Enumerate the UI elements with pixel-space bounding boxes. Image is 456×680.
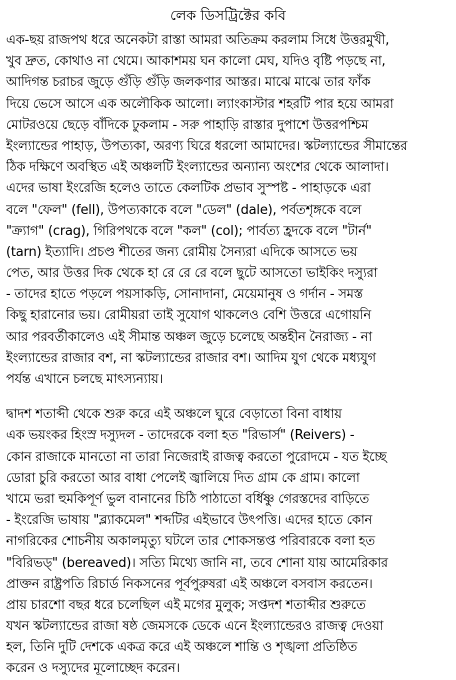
paragraph [6,30,450,390]
text-line: কোন রাজাকে মানতো না তারা নিজেরাই রাজত্ব করতো পুরোদমে - যত ইচ্ছে [6,449,387,465]
text-line: প্রাক্তন রাষ্ট্রপতি রিচার্ড নিকসনের পূর্বপুরুষরা এই অঞ্চলে বসবাস করতেন। [6,576,373,592]
text-line: "ক্র্যাগ" (crag), গিরিপথকে বলে "কল" (col); পার্বত্য হ্রদকে বলে "টার্ন" [6,223,372,239]
text-line: ঠিক দক্ষিণে অবস্থিত এই অঞ্চলটি ইংল্যান্ডের অন্যান্য অংশের থেকে আলাদা। [6,160,389,176]
text-line: পর্যন্ত এখানে চলছে মাৎস্যন্যায়। [6,372,163,387]
text-line: খামে ভরা হুমকিপূর্ণ ভুল বানানের চিঠি পাঠাতো বর্ধিষ্ণু গেরস্তদের বাড়িতে [6,491,370,507]
text-line: (tarn) ইত্যাদি। প্রচণ্ড শীতের জন্য রোমীয় সৈন্যরা এদিকে আসতে ভয় [6,244,358,260]
text-line: এক ভয়ংকর হিংস্র দস্যুদল - তাদেরকে বলা হত "রিভার্স" (Reivers) - [6,428,355,444]
text-line: - তাদের হাতে পড়লে পয়সাকড়ি, সোনাদানা, মেয়েমানুষ ও গর্দান - সমস্ত [6,287,363,303]
text-line: দ্বাদশ শতাব্দী থেকে শুরু করে এই অঞ্চলে ঘুরে বেড়াতো বিনা বাধায় [6,407,342,423]
text-line: "বিরিভড্" (bereaved)। সত্যি মিথ্যে জানি না, তবে শোনা যায় আমেরিকার [6,555,388,571]
text-line: বলে "ফেল" (fell), উপত্যকাকে বলে "ডেল" (dale), পর্বতশৃঙ্গকে বলে [6,202,362,218]
text-line: এক-ছয় রাজপথ ধরে অনেকটা রাস্তা আমরা অতিক্রম করলাম সিধে উত্তরমুখী, [6,33,390,48]
text-line: কিছু হারানোর ভয়। রোমীয়রা তাই সুযোগ থাকলেও বেশি উত্তরে এগোয়নি [6,308,371,324]
text-line: করেন ও দস্যুদের মূলোচ্ছেদ করেন। [6,661,180,677]
text-line: মোটরওয়ে ছেড়ে বাঁদিকে ঢুকলাম - সরু পাহাড়ি রাস্তার দুপাশে উত্তরপশ্চিম [6,117,369,133]
text-line: আদিগন্ত চরাচর জুড়ে গুঁড়ি গুঁড়ি জলকণার আস্তর। মাঝে মাঝে তার ফাঁক [6,75,371,91]
paragraph [6,404,450,679]
page-title: লেক ডিসট্রিক্টের কবি [170,8,286,24]
text-line: - ইংরেজি ভাষায় "ব্ল্যাকমেল" শব্দটির এইভাবে উৎপত্তি। এদের হাতে কোন [6,513,373,529]
text-line: ডোরা চুরি করতো আর বাধা পেলেই জ্বালিয়ে দিত গ্রাম কে গ্রাম। কালো [6,470,360,486]
text-line: পেত, আর উত্তর দিক থেকে হা রে রে রে বলে ছুটে আসতো ভাইকিং দস্যুরা [6,266,378,282]
text-line: আর পরবর্তীকালেও এই সীমান্ত অঞ্চল জুড়ে চলেছে অন্তহীন নৈরাজ্য - না [6,329,372,345]
text-line: খুব দ্রুত, কোথাও না থেমে। আকাশময় ঘন কালো মেঘ, যদিও বৃষ্টি পড়ছে না, [6,54,386,70]
article-body [6,30,450,680]
text-line: প্রায় চারশো বছর ধরে চলেছিল এই মগের মুলুক; সপ্তদশ শতাব্দীর শুরুতে [6,597,366,613]
text-line: ইংল্যান্ডের রাজার বশ, না স্কটল্যান্ডের রাজার বশ। আদিম যুগ থেকে মধ্যযুগ [6,350,376,366]
text-line: নাগরিকের শোচনীয় অকালমৃত্যু ঘটলে তার শোকসন্তপ্ত পরিবারকে বলা হত [6,534,375,550]
text-line: যখন স্কটল্যান্ডের রাজা ষষ্ঠ জেমসকে ডেকে এনে ইংল্যান্ডেরও রাজত্ব দেওয়া [6,619,384,635]
text-line: এদের ভাষা ইংরেজি হলেও তাতে কেলটিক প্রভাব সুস্পষ্ট - পাহাড়কে এরা [6,181,371,197]
text-line: ইংল্যান্ডের পাহাড়, উপত্যকা, অরণ্য ঘিরে ধরলো আমাদের। স্কটল্যান্ডের সীমান্তের [6,138,408,154]
text-line: হল, তিনি দুটি দেশকে একত্র করে এই অঞ্চলে শান্তি ও শৃঙ্খলা প্রতিষ্ঠিত [6,640,358,656]
text-line: দিয়ে ভেসে আসে এক অলৌকিক আলো। ল্যাংকাস্টার শহরটি পার হয়ে আমরা [6,96,394,112]
